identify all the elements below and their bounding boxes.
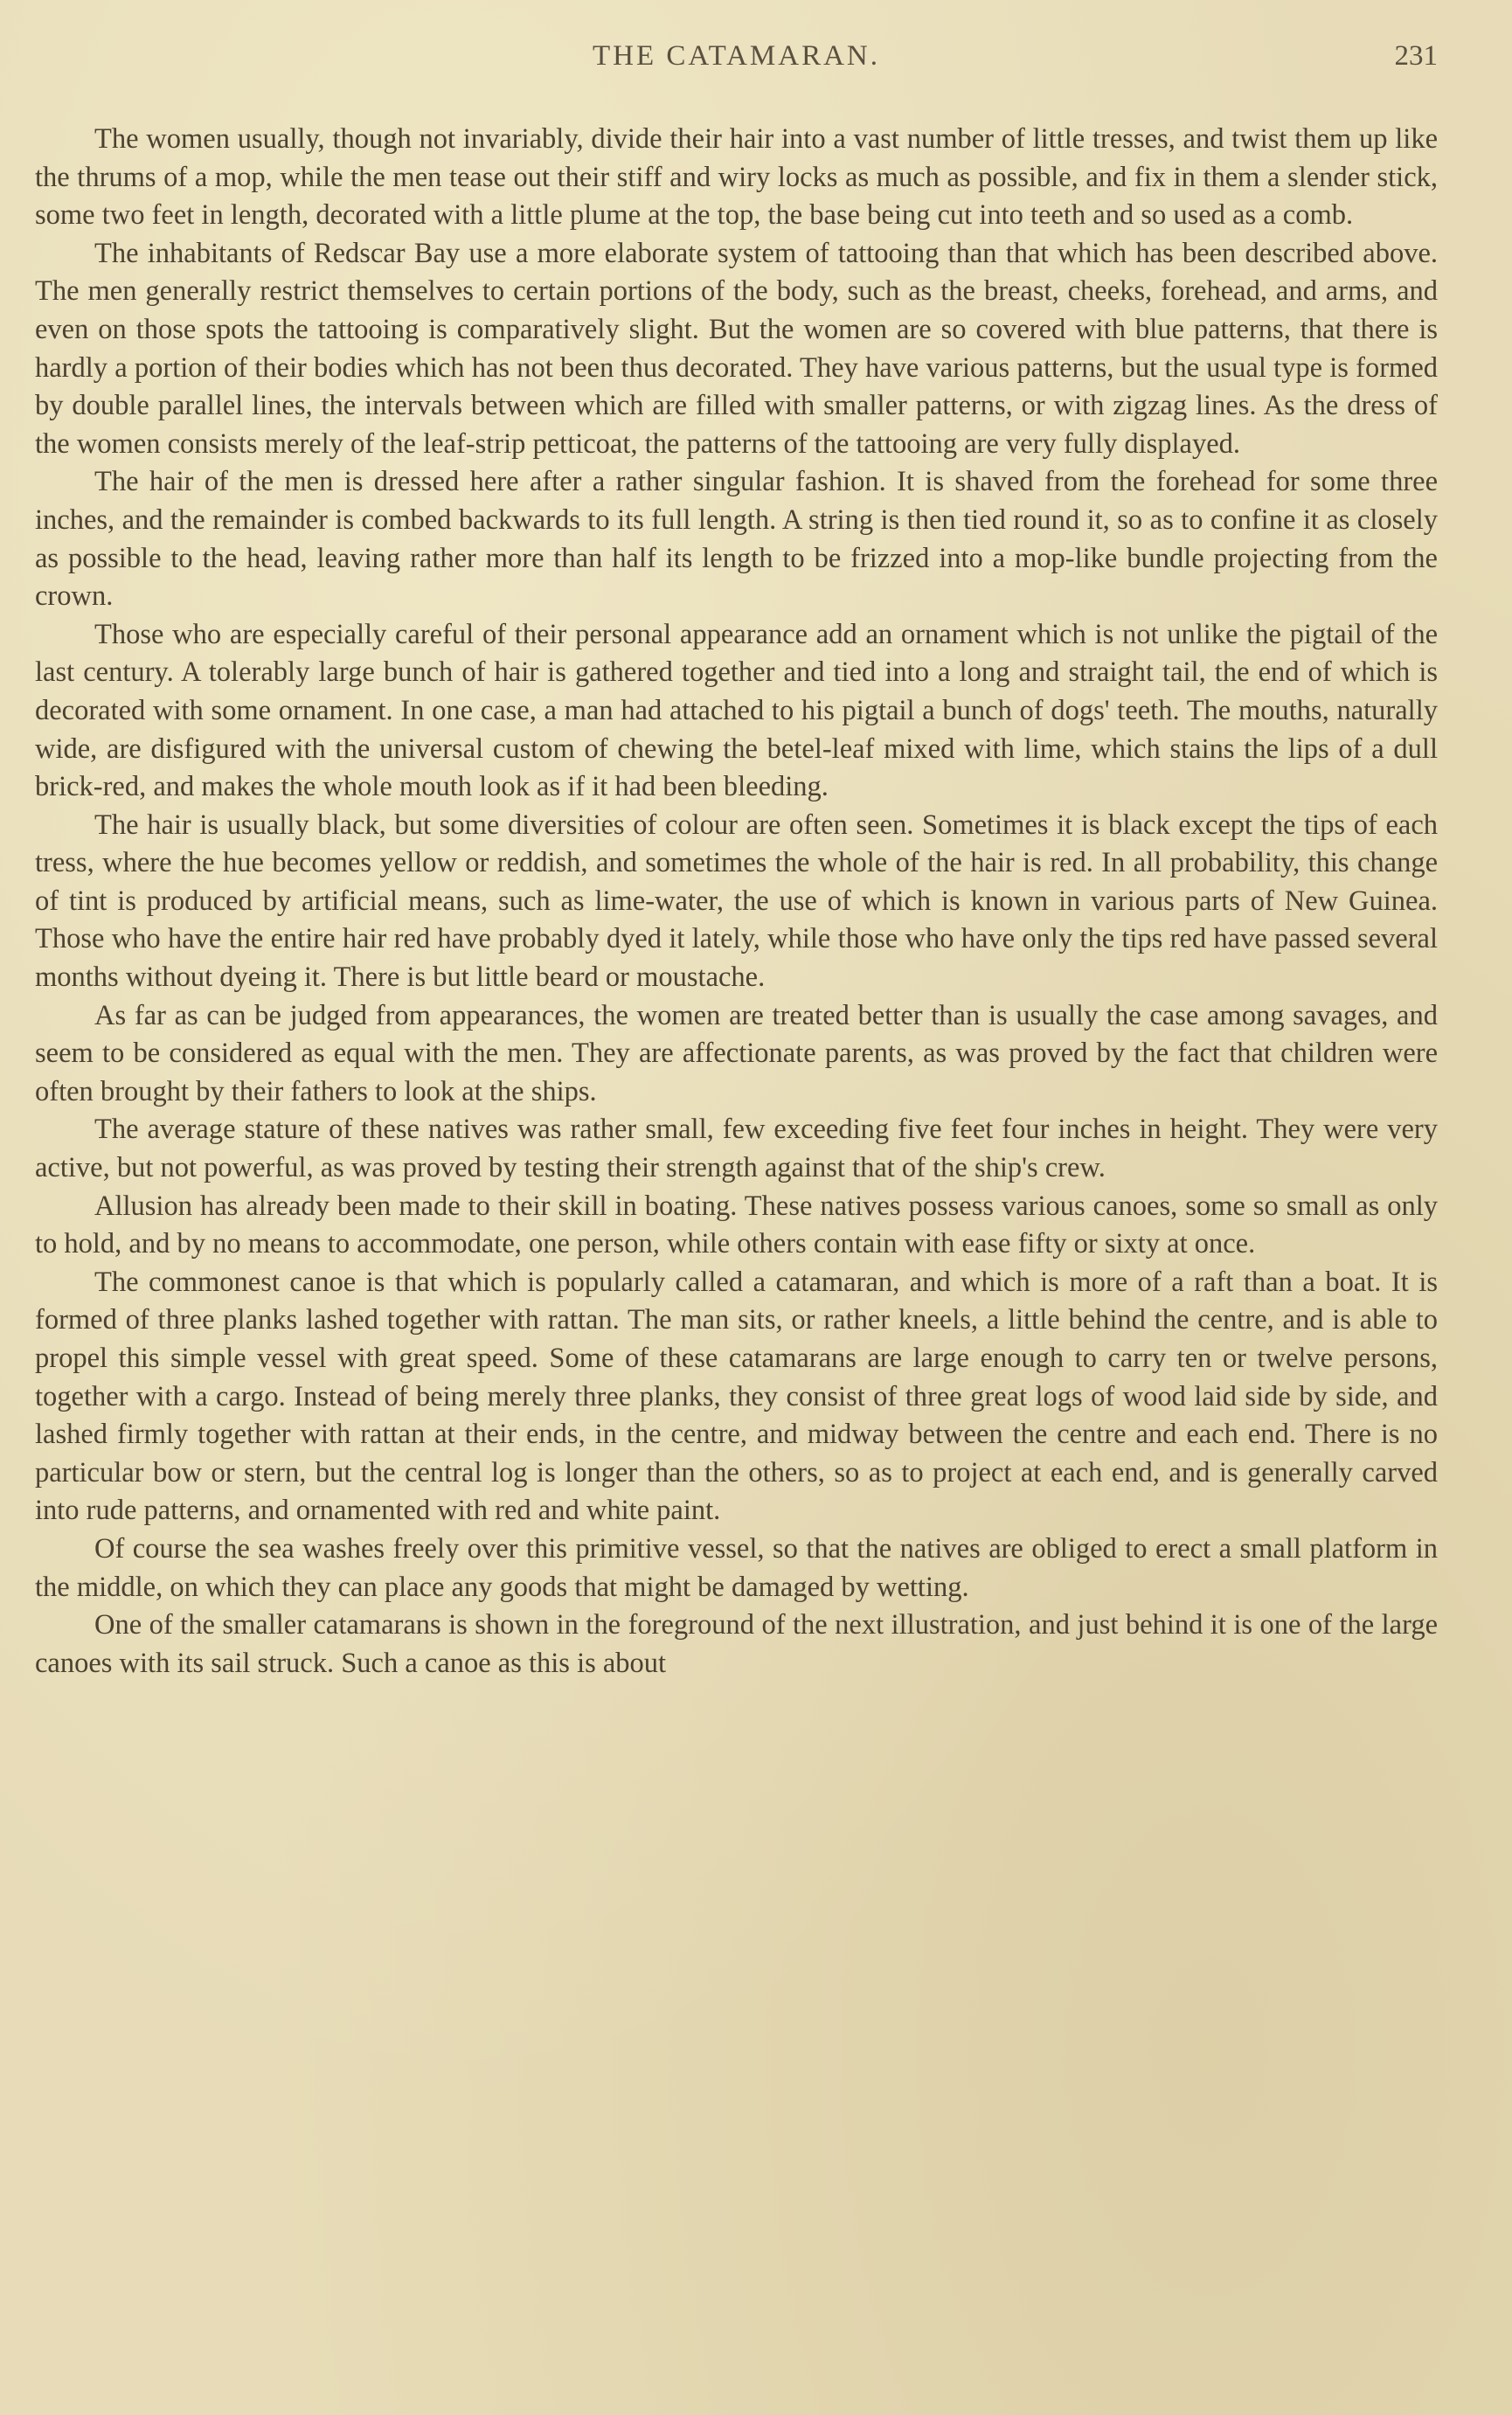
paragraph-11: One of the smaller catamarans is shown in the foreground of the next illustration, and just behind it is one of the large canoes with its sail struck. Such a canoe as this is about [35, 1609, 1438, 1679]
paragraph-6: As far as can be judged from appearances, the women are treated better than is usually the case among savages, and seem to be considered as equal with the men. They are affectionate parents, as was proved by the fact that children were often brought by their fathers to look at the ships. [35, 999, 1438, 1107]
paragraph-7: The average stature of these natives was rather small, few exceeding five feet four inches in height. They were very active, but not powerful, as was proved by testing their strength against that of the ship's crew. [35, 1114, 1438, 1184]
paragraph-10: Of course the sea washes freely over this primitive vessel, so that the natives are obliged to erect a small platform in the middle, on which they can place any goods that might be damaged by wetting. [35, 1532, 1438, 1603]
running-header [35, 40, 1438, 84]
paragraph-8: Allusion has already been made to their skill in boating. These natives possess various canoes, some so small as only to hold, and by no means to accommodate, one person, while others contain with ease fifty or sixty at once. [35, 1190, 1438, 1260]
running-title: THE CATAMARAN. [592, 40, 881, 72]
paragraph-5: The hair is usually black, but some diversities of colour are often seen. Sometimes it is black except the tips of each tress, where the hue becomes yellow or reddish, and sometimes the whole of the hair is red. In all probability, this change of tint is produced by artificial means, such as lime-water, the use of which is known in various parts of New Guinea. Those who have the entire hair red have probably dyed it lately, while those who have only the tips red have passed several months without dyeing it. There is but little beard or moustache. [35, 808, 1438, 994]
body-text [35, 121, 1438, 1683]
page-number: 231 [1394, 40, 1438, 72]
paragraph-4: Those who are especially careful of their personal appearance add an ornament which is not unlike the pigtail of the last century. A tolerably large bunch of hair is gathered together and tied into a long and straight tail, the end of which is decorated with some ornament. In one case, a man had attached to his pigtail a bunch of dogs' teeth. The mouths, naturally wide, are disfigured with the universal custom of chewing the betel-leaf mixed with lime, which stains the lips of a dull brick-red, and makes the whole mouth look as if it had been bleeding. [35, 618, 1438, 803]
paragraph-3: The hair of the men is dressed here after a rather singular fashion. It is shaved from the forehead for some three inches, and the remainder is combed backwards to its full length. A string is then tied round it, so as to confine it as closely as possible to the head, leaving rather more than half its length to be frizzed into a mop-like bundle projecting from the crown. [35, 466, 1438, 613]
paragraph-1: The women usually, though not invariably, divide their hair into a vast number of little tresses, and twist them up like the thrums of a mop, while the men tease out their stiff and wiry locks as much as possible, and fix in them a slender stick, some two feet in length, decorated with a little plume at the top, the base being cut into teeth and so used as a comb. [35, 123, 1438, 232]
paragraph-2: The inhabitants of Redscar Bay use a more elaborate system of tattooing than that which has been described above. The men generally restrict themselves to certain portions of the body, such as the breast, cheeks, forehead, and arms, and even on those spots the tattooing is comparatively slight. But the women are so covered with blue patterns, that there is hardly a portion of their bodies which has not been thus decorated. They have various patterns, but the usual type is formed by double parallel lines, the intervals between which are filled with smaller patterns, or with zigzag lines. As the dress of the women consists merely of the leaf-strip petticoat, the patterns of the tattooing are very fully displayed. [35, 237, 1438, 460]
paragraph-9: The commonest canoe is that which is popularly called a catamaran, and which is more of a raft than a boat. It is formed of three planks lashed together with rattan. The man sits, or rather kneels, a little behind the centre, and is able to propel this simple vessel with great speed. Some of these catamarans are large enough to carry ten or twelve persons, together with a cargo. Instead of being merely three planks, they consist of three great logs of wood laid side by side, and lashed firmly together with rattan at their ends, in the centre, and midway between the centre and each end. There is no particular bow or stern, but the central log is longer than the others, so as to project at each end, and is generally carved into rude patterns, and ornamented with red and white paint. [35, 1266, 1438, 1527]
